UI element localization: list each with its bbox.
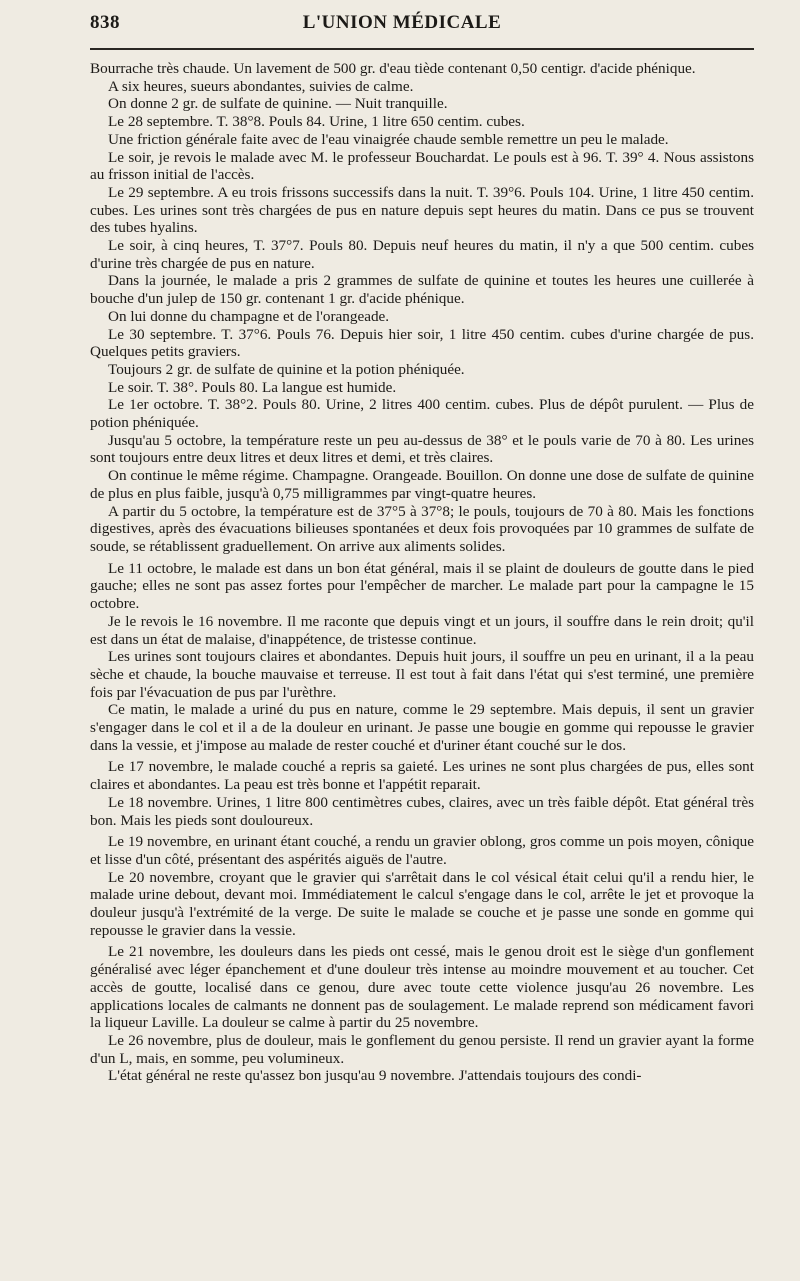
paragraph: Le 21 novembre, les douleurs dans les pieds ont cessé, mais le genou droit est le siège d'un gonflement généralisé avec léger épanchement et d'une douleur très intense au moindre mouvement et au toucher. Cet accès de goutte, localisé dans ce genou, dure avec toute cette violence jusqu'au 26 novembre. Les applications locales de calmants ne donnent pas de soulagement. Le malade reprend son médicament favori la liqueur Laville. La douleur se calme à partir du 25 novembre.: [90, 943, 754, 1032]
running-title: L'UNION MÉDICALE: [302, 12, 502, 33]
paragraph: On continue le même régime. Champagne. Orangeade. Bouillon. On donne une dose de sulfate de quinine de plus en plus faible, jusqu'à 0,75 milligrammes par vingt-quatre heures.: [90, 467, 754, 502]
paragraph: Le 19 novembre, en urinant étant couché, a rendu un gravier oblong, gros comme un pois moyen, cônique et lisse d'un côté, présentant des aspérités aiguës de l'autre.: [90, 833, 754, 868]
page-header: [90, 12, 754, 42]
paragraph: Une friction générale faite avec de l'eau vinaigrée chaude semble remettre un peu le malade.: [108, 130, 669, 148]
paragraph: Le 30 septembre. T. 37°6. Pouls 76. Depuis hier soir, 1 litre 450 centim. cubes d'urine chargée de pus. Quelques petits graviers.: [90, 325, 754, 361]
paragraph: Ce matin, le malade a uriné du pus en nature, comme le 29 septembre. Mais depuis, il sent un gravier s'engager dans le col et il a de la douleur en urinant. Je passe une bougie en gomme qui repousse le gravier dans la vessie, et j'impose au malade de rester couché et d'uriner étant couché sur le dos.: [90, 701, 754, 754]
paragraph: Le soir, je revois le malade avec M. le professeur Bouchardat. Le pouls est à 96. T. 39° 4. Nous assistons au frisson initial de l'accès.: [90, 148, 754, 184]
paragraph: Le 18 novembre. Urines, 1 litre 800 centimètres cubes, claires, avec un très faible dépôt. Etat général très bon. Mais les pieds sont douloureux.: [90, 793, 754, 829]
paragraph: Toujours 2 gr. de sulfate de quinine et la potion phéniquée.: [108, 360, 465, 378]
header-rule: [90, 48, 754, 50]
paragraph: Bourrache très chaude. Un lavement de 500 gr. d'eau tiède contenant 0,50 centigr. d'acide phénique.: [90, 60, 696, 77]
paragraph: Les urines sont toujours claires et abondantes. Depuis huit jours, il souffre un peu en urinant, il a la peau sèche et chaude, la bouche mauvaise et terreuse. Il est tout à fait dans l'état qui s'est terminé, une première fois par l'évacuation de pus par l'urèthre.: [90, 648, 754, 701]
paragraph: On lui donne du champagne et de l'orangeade.: [108, 307, 390, 325]
paragraph: Jusqu'au 5 octobre, la température reste un peu au-dessus de 38° et le pouls varie de 70 à 80. Les urines sont toujours entre deux litres et deux litres et demi, et très claires.: [90, 431, 754, 467]
paragraph: Le 11 octobre, le malade est dans un bon état général, mais il se plaint de douleurs de goutte dans le pied gauche; elles ne sont pas assez fortes pour l'empêcher de marcher. Le malade part pour la campagne le 15 octobre.: [90, 559, 754, 613]
article-body: [90, 60, 754, 1085]
paragraph: Le 26 novembre, plus de douleur, mais le gonflement du genou persiste. Il rend un gravier ayant la forme d'un L, mais, en somme, peu volumineux.: [90, 1031, 754, 1067]
paragraph: Le 1er octobre. T. 38°2. Pouls 80. Urine, 2 litres 400 centim. cubes. Plus de dépôt purulent. — Plus de potion phéniquée.: [90, 396, 754, 432]
paragraph: Le soir. T. 38°. Pouls 80. La langue est humide.: [108, 378, 397, 396]
paragraph: Le 29 septembre. A eu trois frissons successifs dans la nuit. T. 39°6. Pouls 104. Urine, 1 litre 450 centim. cubes. Les urines sont très chargées de pus en nature depuis sept heures du matin. Dans ce pus se trouvent des tubes hyalins.: [90, 183, 754, 237]
paragraph: Le 17 novembre, le malade couché a repris sa gaieté. Les urines ne sont plus chargées de pus, elles sont claires et abondantes. La peau est très bonne et l'appétit reparait.: [90, 758, 754, 794]
paragraph: Le 20 novembre, croyant que le gravier qui s'arrêtait dans le col vésical était celui qu'il a rendu hier, le malade urine debout, devant moi. Immédiatement le calcul s'engage dans le col, arrête le jet et provoque la douleur jusqu'à l'extrémité de la verge. De suite le malade se couche et je passe une sonde en gomme qui repousse le gravier dans la vessie.: [90, 868, 754, 939]
paragraph: L'état général ne reste qu'assez bon jusqu'au 9 novembre. J'attendais toujours des condi-: [108, 1067, 642, 1085]
paragraph: A partir du 5 octobre, la température est de 37°5 à 37°8; le pouls, toujours de 70 à 80. Mais les fonctions digestives, après des évacuations bilieuses spontanées et deux fois provoquées par 10 grammes de sulfate de soude, se rétablissent graduellement. On arrive aux aliments solides.: [90, 502, 754, 555]
paragraph: Je le revois le 16 novembre. Il me raconte que depuis vingt et un jours, il souffre dans le rein droit; qu'il est dans un état de malaise, d'inappétence, de tristesse continue.: [90, 612, 754, 648]
paragraph: On donne 2 gr. de sulfate de quinine. — Nuit tranquille.: [108, 95, 448, 113]
paragraph: Le soir, à cinq heures, T. 37°7. Pouls 80. Depuis neuf heures du matin, il n'y a que 500 centim. cubes d'urine très chargée de pus en nature.: [90, 237, 754, 272]
page-number: 838: [90, 12, 120, 33]
paragraph: Le 28 septembre. T. 38°8. Pouls 84. Urine, 1 litre 650 centim. cubes.: [108, 113, 525, 131]
paragraph: A six heures, sueurs abondantes, suivies de calme.: [108, 77, 414, 95]
paragraph: Dans la journée, le malade a pris 2 grammes de sulfate de quinine et toutes les heures une cuillerée à bouche d'un julep de 150 gr. contenant 1 gr. d'acide phénique.: [90, 272, 754, 308]
